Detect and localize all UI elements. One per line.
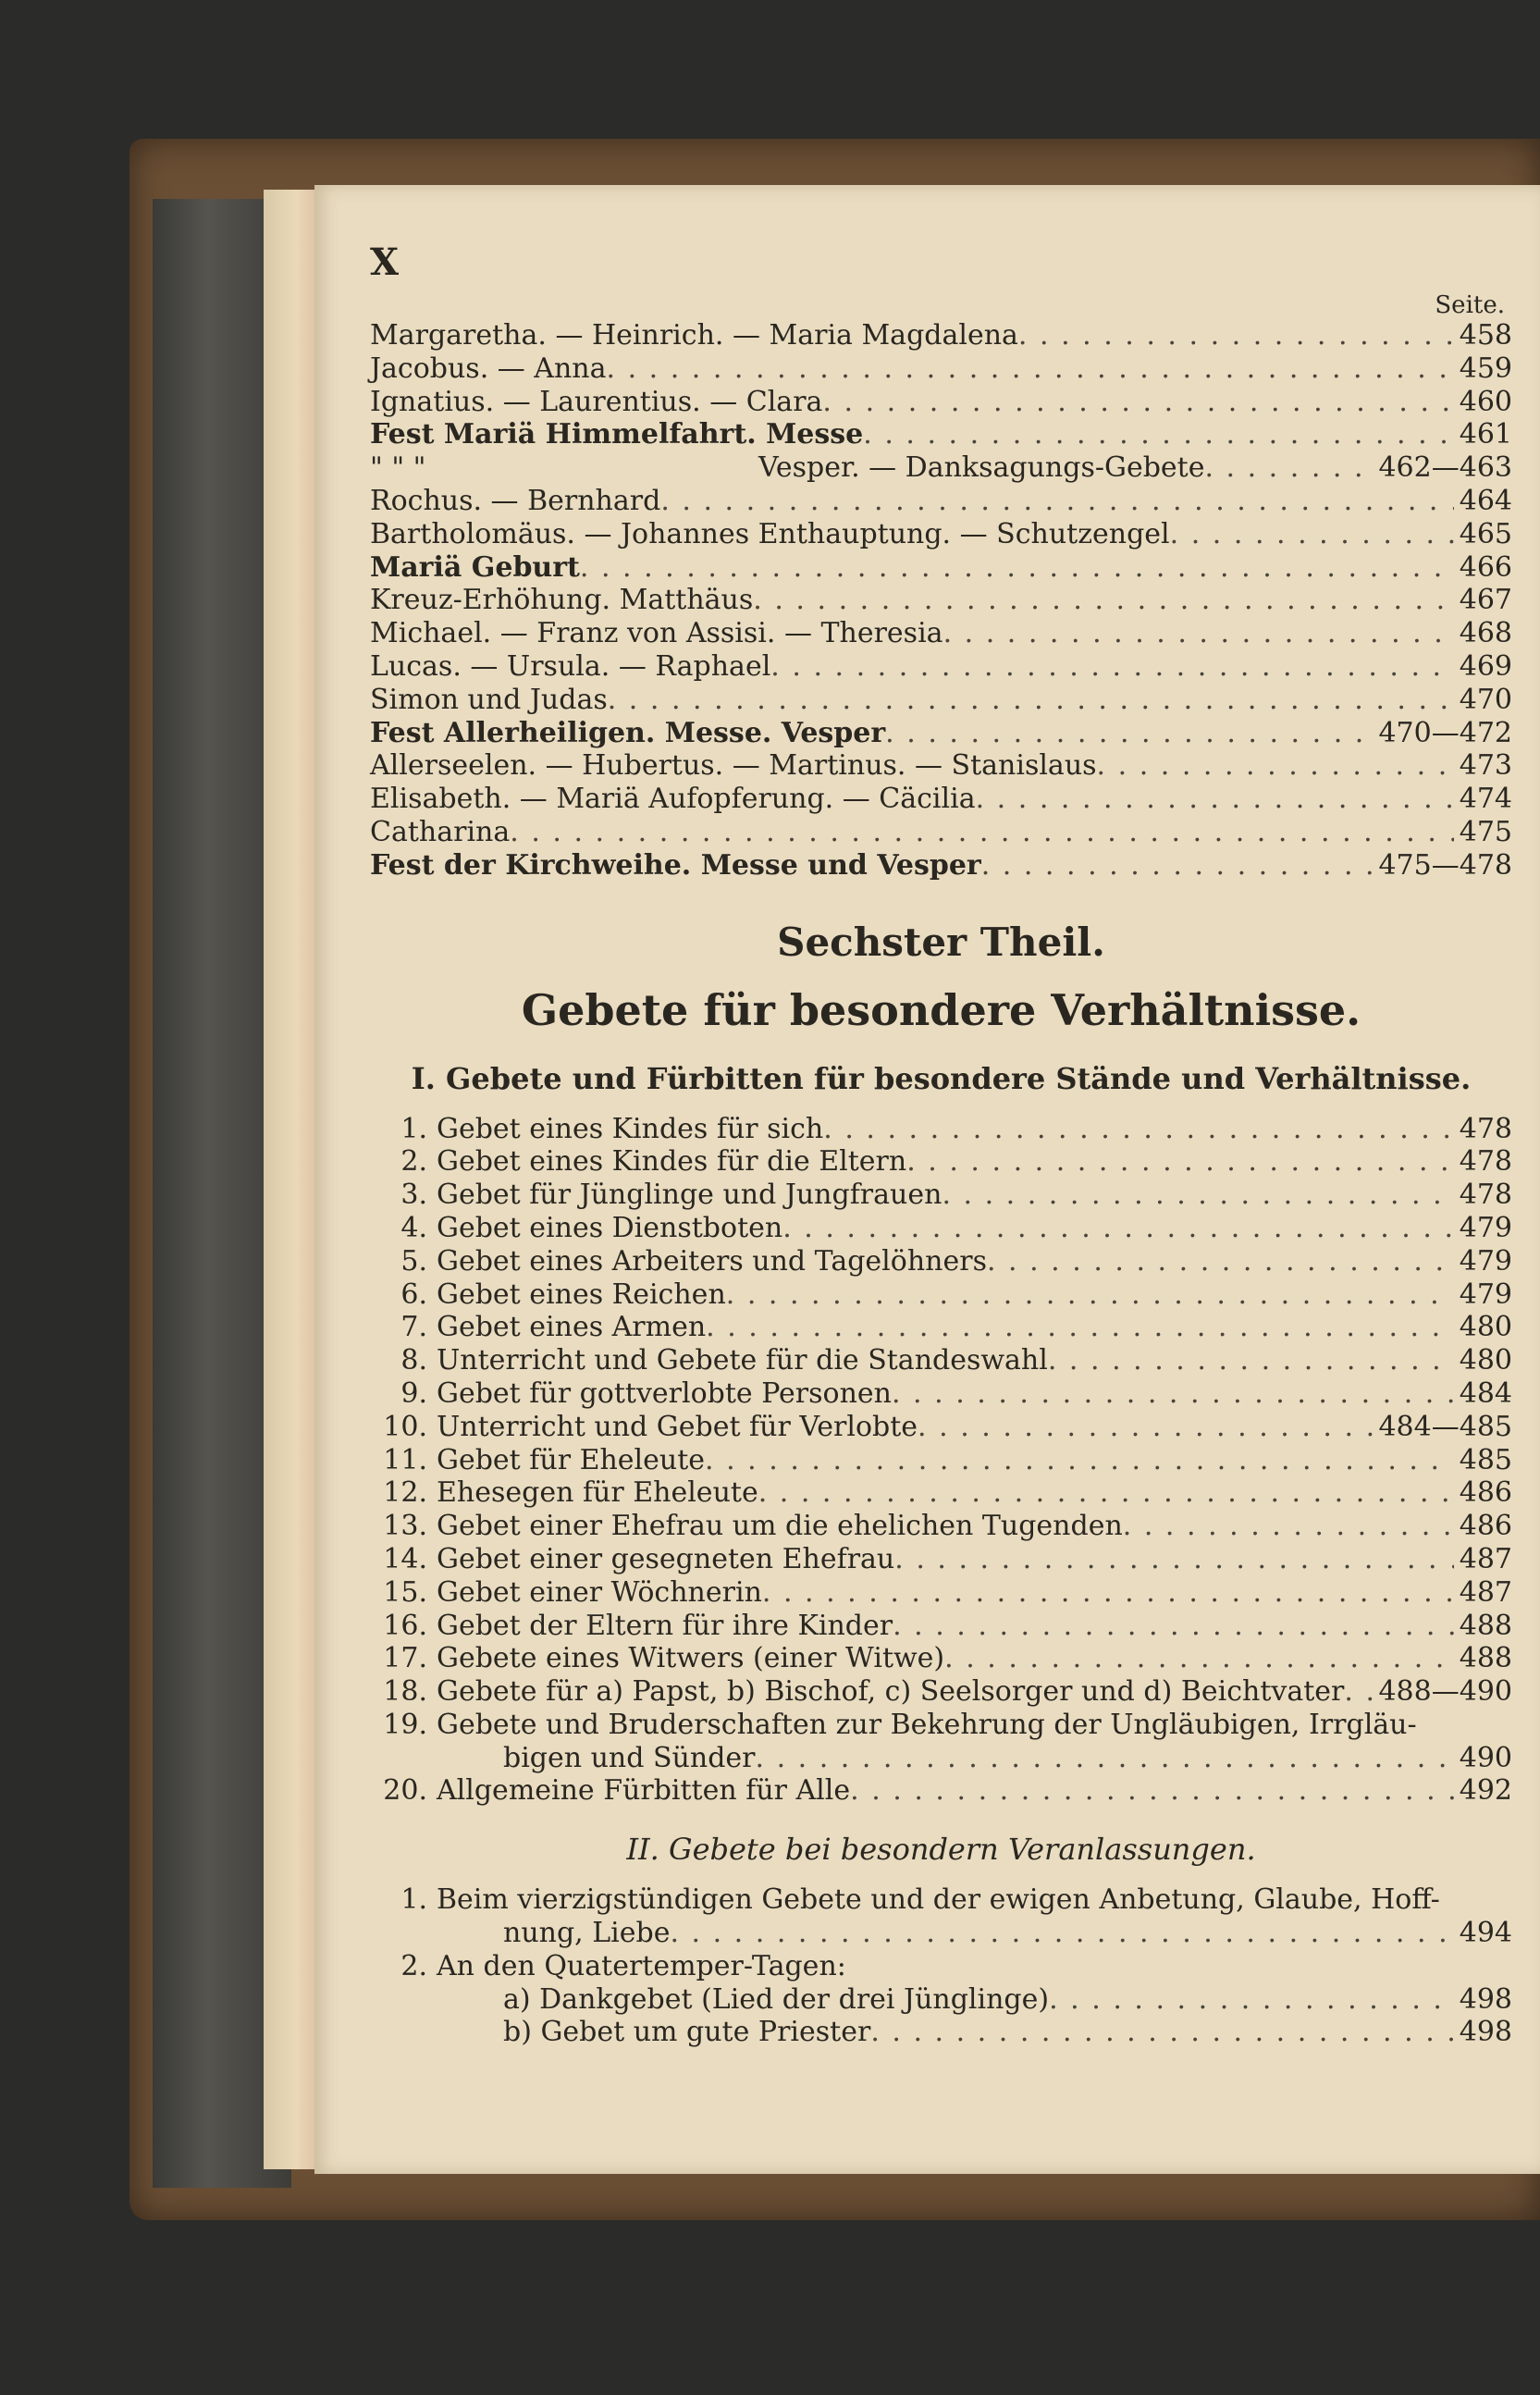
leader-dots — [942, 1179, 1453, 1212]
entry-title: Kreuz-Erhöhung. Matthäus — [370, 584, 754, 617]
entry-number: 17. — [383, 1642, 427, 1675]
leader-dots — [943, 617, 1454, 650]
entry-page: 478 — [1459, 1145, 1512, 1179]
entry-title: Fest Mariä Himmelfahrt. Messe — [370, 418, 864, 451]
leader-dots — [660, 485, 1453, 518]
entry-number: 10. — [383, 1410, 427, 1443]
entry-number: 12. — [383, 1476, 427, 1510]
part-subtitle: Gebete für besondere Verhältnisse. — [521, 984, 1361, 1035]
toc-entry — [370, 386, 1512, 419]
entry-number: 7. — [400, 1311, 427, 1344]
leader-dots — [580, 551, 1454, 585]
entry-page: 460 — [1459, 385, 1512, 418]
toc-entry — [370, 1411, 1512, 1444]
leader-dots — [892, 1377, 1454, 1411]
toc-entry — [370, 518, 1512, 551]
entry-page: 487 — [1459, 1575, 1512, 1609]
entry-number: 3. — [400, 1179, 427, 1212]
entry-page: 466 — [1459, 550, 1512, 584]
leader-dots — [782, 1212, 1454, 1245]
entry-title: Mariä Geburt — [370, 550, 580, 584]
part-title: Sechster Theil. — [777, 919, 1105, 965]
entry-page: 478 — [1459, 1112, 1512, 1145]
entry-title: Allgemeine Fürbitten für Alle — [437, 1774, 851, 1808]
leader-dots — [1123, 1510, 1454, 1543]
leader-dots — [1048, 1344, 1454, 1377]
page-content — [370, 241, 1512, 2049]
entry-number: 4. — [400, 1211, 427, 1244]
leader-dots — [1097, 749, 1454, 783]
toc-entry — [370, 1212, 1512, 1245]
leader-dots — [756, 1742, 1454, 1775]
entry-page: 492 — [1459, 1774, 1512, 1808]
leader-dots — [987, 1245, 1454, 1278]
entry-title: Gebete für a) Papst, b) Bischof, c) Seelsorger und d) Beichtvater — [437, 1675, 1345, 1709]
leader-dots — [726, 1278, 1454, 1312]
toc-entry — [370, 1444, 1512, 1477]
toc-entry — [370, 584, 1512, 617]
leader-dots — [981, 849, 1374, 883]
entry-page: 473 — [1459, 749, 1512, 783]
leader-dots — [758, 1476, 1454, 1510]
toc-entry — [370, 1278, 1512, 1312]
leader-dots — [608, 684, 1454, 717]
entry-number: 13. — [383, 1510, 427, 1543]
leader-dots — [762, 1576, 1454, 1610]
entry-title: Rochus. — Bernhard — [370, 484, 661, 517]
entry-page: 485 — [1459, 1443, 1512, 1476]
toc-entry — [370, 1742, 1512, 1775]
entry-title: Gebet einer Ehefrau um die ehelichen Tugenden — [437, 1510, 1123, 1543]
entry-number: 5. — [400, 1244, 427, 1278]
entry-page: 480 — [1459, 1344, 1512, 1377]
leader-dots — [944, 1642, 1454, 1675]
entry-title: nung, Liebe — [503, 1917, 671, 1950]
leader-dots — [1204, 451, 1373, 485]
leader-dots — [1170, 518, 1454, 551]
leader-dots — [753, 584, 1453, 617]
toc-entry — [370, 617, 1512, 650]
entry-title: Lucas. — Ursula. — Raphael — [370, 649, 771, 683]
entry-page: 467 — [1459, 584, 1512, 617]
seite-label: Seite. — [1435, 291, 1505, 319]
leader-dots — [770, 650, 1453, 684]
entry-title: Fest Allerheiligen. Messe. Vesper — [370, 716, 886, 749]
entry-title: Allerseelen. — Hubertus. — Martinus. — Stanislaus — [370, 749, 1097, 783]
toc-entry — [370, 1311, 1512, 1344]
ditto-marks: " " " — [370, 451, 426, 485]
entry-number: 20. — [383, 1774, 427, 1808]
entry-number: 6. — [400, 1278, 427, 1311]
entry-page: 461 — [1459, 418, 1512, 451]
entry-page: 474 — [1459, 783, 1512, 816]
entry-title: Simon und Judas — [370, 683, 608, 716]
page-number: X — [370, 241, 400, 284]
entry-title: Ehesegen für Eheleute — [437, 1476, 758, 1510]
entry-page: 470—472 — [1378, 716, 1512, 749]
leader-dots — [870, 2016, 1453, 2049]
leader-dots — [918, 1411, 1373, 1444]
entry-number: 18. — [383, 1675, 427, 1709]
book-page — [314, 185, 1540, 2174]
entry-title: Jacobus. — Anna — [370, 352, 607, 385]
toc-entry — [370, 551, 1512, 585]
entry-page: 488—490 — [1378, 1675, 1512, 1709]
entry-title: Catharina — [370, 815, 511, 848]
toc-entry — [370, 1245, 1512, 1278]
entry-title: Gebet einer gesegneten Ehefrau — [437, 1542, 895, 1575]
leader-dots — [823, 1113, 1453, 1146]
entry-title: Ignatius. — Laurentius. — Clara — [370, 385, 823, 418]
leader-dots — [670, 1917, 1453, 1950]
entry-page: 488 — [1459, 1609, 1512, 1642]
entry-number: 15. — [383, 1575, 427, 1609]
toc-entry — [370, 1543, 1512, 1576]
leader-dots — [1018, 319, 1454, 352]
entry-title: Gebet eines Armen — [437, 1311, 707, 1344]
entry-page: 468 — [1459, 617, 1512, 650]
toc-entry — [370, 1113, 1512, 1146]
entry-title: Gebet für gottverlobte Personen — [437, 1377, 892, 1410]
entry-title: Gebet eines Kindes für sich — [437, 1112, 824, 1145]
entry-page: 458 — [1459, 319, 1512, 352]
toc-entry — [370, 1344, 1512, 1377]
entry-title: Beim vierzigstündigen Gebete und der ewigen Anbetung, Glaube, Hoff- — [437, 1883, 1440, 1917]
entry-title: Gebet einer Wöchnerin — [437, 1575, 762, 1609]
entry-title: Elisabeth. — Mariä Aufopferung. — Cäcilia — [370, 783, 976, 816]
entry-title: Unterricht und Gebete für die Standeswahl — [437, 1344, 1048, 1377]
toc-entry — [370, 816, 1512, 849]
entry-page: 498 — [1459, 1982, 1512, 2016]
toc-entry — [370, 783, 1512, 816]
toc-entry — [370, 1377, 1512, 1411]
entry-number: 11. — [383, 1443, 427, 1476]
entry-number: 14. — [383, 1542, 427, 1575]
entry-page: 475 — [1459, 815, 1512, 848]
toc-entry — [370, 418, 1512, 451]
entry-number: 19. — [383, 1708, 427, 1741]
toc-entry — [370, 352, 1512, 386]
entry-title: An den Quatertemper-Tagen: — [437, 1949, 846, 1982]
entry-title: Gebet eines Arbeiters und Tagelöhners — [437, 1244, 987, 1278]
entry-number: 2. — [400, 1145, 427, 1179]
leader-dots — [706, 1311, 1454, 1344]
toc-entry — [370, 1476, 1512, 1510]
leader-dots — [1049, 1983, 1454, 2017]
entry-page: 490 — [1459, 1741, 1512, 1774]
entry-title: a) Dankgebet (Lied der drei Jünglinge) — [503, 1982, 1050, 2016]
leader-dots — [893, 1610, 1454, 1643]
toc-entry — [370, 1709, 1512, 1742]
toc-entry — [370, 650, 1512, 684]
entry-page: 479 — [1459, 1244, 1512, 1278]
entry-number: 9. — [400, 1377, 427, 1410]
entry-title: bigen und Sünder — [503, 1741, 756, 1774]
toc-entry — [370, 684, 1512, 717]
leader-dots — [885, 717, 1373, 750]
toc-entry — [370, 1576, 1512, 1610]
leader-dots — [607, 352, 1454, 386]
entry-page: 465 — [1459, 517, 1512, 550]
entry-title: Gebet eines Kindes für die Eltern — [437, 1145, 907, 1179]
entry-title: Gebet für Eheleute — [437, 1443, 706, 1476]
toc-section2 — [370, 1883, 1512, 2049]
entry-title: Bartholomäus. — Johannes Enthauptung. — Schutzengel — [370, 517, 1170, 550]
entry-page: 469 — [1459, 649, 1512, 683]
toc-entry — [370, 1774, 1512, 1808]
entry-title: Fest der Kirchweihe. Messe und Vesper — [370, 848, 981, 882]
entry-page: 494 — [1459, 1917, 1512, 1950]
section2-title: II. Gebete bei besondern Veranlassungen. — [626, 1832, 1256, 1868]
leader-dots — [976, 783, 1454, 816]
toc-entry — [370, 1983, 1512, 2017]
toc-entry — [370, 1610, 1512, 1643]
entry-page: 470 — [1459, 683, 1512, 716]
entry-page: 486 — [1459, 1510, 1512, 1543]
leader-dots — [894, 1543, 1453, 1576]
toc-entry — [370, 319, 1512, 352]
entry-page: 498 — [1459, 2016, 1512, 2049]
toc-entry — [370, 1950, 1512, 1983]
leader-dots — [510, 816, 1453, 849]
entry-page: 478 — [1459, 1179, 1512, 1212]
leader-dots — [863, 418, 1453, 451]
section1-title: I. Gebete und Fürbitten für besondere Stände und Verhältnisse. — [411, 1060, 1472, 1096]
entry-title: Gebet eines Dienstboten — [437, 1211, 783, 1244]
toc-entry — [370, 1642, 1512, 1675]
entry-page: 480 — [1459, 1311, 1512, 1344]
entry-title: Margaretha. — Heinrich. — Maria Magdalena — [370, 319, 1018, 352]
toc-entry — [370, 849, 1512, 883]
leader-dots — [906, 1145, 1454, 1179]
entry-page: 479 — [1459, 1211, 1512, 1244]
entry-page: 484 — [1459, 1377, 1512, 1410]
leader-dots — [705, 1444, 1454, 1477]
toc-part1 — [370, 319, 1512, 883]
toc-entry — [370, 717, 1512, 750]
entry-page: 486 — [1459, 1476, 1512, 1510]
leader-dots — [850, 1774, 1454, 1808]
entry-page: 487 — [1459, 1542, 1512, 1575]
toc-entry — [370, 749, 1512, 783]
entry-title: Gebet eines Reichen — [437, 1278, 726, 1311]
entry-title: Gebet der Eltern für ihre Kinder — [437, 1609, 893, 1642]
toc-entry — [370, 485, 1512, 518]
entry-number: 2. — [400, 1949, 427, 1982]
entry-page: 462—463 — [1378, 451, 1512, 485]
entry-number: 1. — [400, 1112, 427, 1145]
entry-page: 479 — [1459, 1278, 1512, 1311]
entry-title: Vesper. — Danksagungs-Gebete — [758, 451, 1205, 485]
entry-page: 475—478 — [1378, 848, 1512, 882]
entry-number: 8. — [400, 1344, 427, 1377]
entry-number: 16. — [383, 1609, 427, 1642]
leader-dots — [1344, 1675, 1373, 1709]
entry-number: 1. — [400, 1883, 427, 1917]
toc-entry — [370, 1179, 1512, 1212]
entry-title: Michael. — Franz von Assisi. — Theresia — [370, 617, 943, 650]
entry-title: Gebete eines Witwers (einer Witwe) — [437, 1642, 945, 1675]
entry-page: 459 — [1459, 352, 1512, 385]
entry-page: 488 — [1459, 1642, 1512, 1675]
toc-entry — [370, 1917, 1512, 1950]
entry-title: Gebete und Bruderschaften zur Bekehrung der Ungläubigen, Irrgläu- — [437, 1708, 1417, 1741]
toc-entry — [370, 1883, 1512, 1917]
leader-dots — [822, 386, 1453, 419]
entry-title: Unterricht und Gebet für Verlobte — [437, 1410, 918, 1443]
entry-page: 484—485 — [1378, 1410, 1512, 1443]
entry-page: 464 — [1459, 484, 1512, 517]
toc-entry — [370, 451, 1512, 485]
entry-title: b) Gebet um gute Priester — [503, 2016, 871, 2049]
toc-entry — [370, 1510, 1512, 1543]
toc-entry — [370, 2016, 1512, 2049]
entry-title: Gebet für Jünglinge und Jungfrauen — [437, 1179, 942, 1212]
toc-entry — [370, 1675, 1512, 1709]
toc-entry — [370, 1145, 1512, 1179]
toc-section1 — [370, 1113, 1512, 1809]
